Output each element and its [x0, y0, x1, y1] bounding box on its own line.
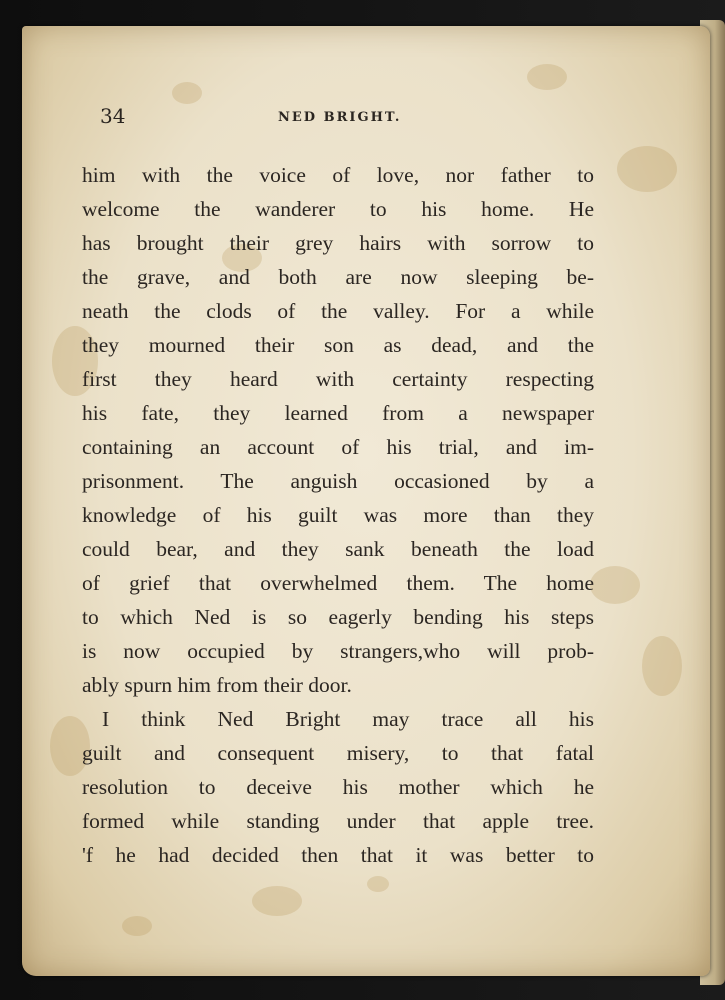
foxing-stain — [172, 82, 202, 104]
foxing-stain — [122, 916, 152, 936]
foxing-stain — [642, 636, 682, 696]
text-line: the grave, and both are now sleeping be- — [82, 265, 594, 289]
page-number: 34 — [100, 104, 126, 128]
text-line: prisonment. The anguish occasioned by a — [82, 469, 594, 493]
text-line: neath the clods of the valley. For a while — [82, 299, 594, 323]
foxing-stain — [590, 566, 640, 604]
text-line: knowledge of his guilt was more than they — [82, 503, 594, 527]
foxing-stain — [617, 146, 677, 192]
text-line: guilt and consequent misery, to that fatal — [82, 741, 594, 765]
text-line: 'f he had decided then that it was better to — [82, 843, 594, 867]
foxing-stain — [252, 886, 302, 916]
text-line: containing an account of his trial, and im- — [82, 435, 594, 459]
text-line: has brought their grey hairs with sorrow to — [82, 231, 594, 255]
text-line: his fate, they learned from a newspaper — [82, 401, 594, 425]
text-line: could bear, and they sank beneath the load — [82, 537, 594, 561]
text-line: him with the voice of love, nor father to — [82, 163, 594, 187]
running-header — [100, 104, 590, 134]
text-line: to which Ned is so eagerly bending his steps — [82, 605, 594, 629]
text-line: formed while standing under that apple tree. — [82, 809, 594, 833]
text-line: is now occupied by strangers,who will prob- — [82, 639, 594, 663]
text-line: first they heard with certainty respecting — [82, 367, 594, 391]
text-line: resolution to deceive his mother which he — [82, 775, 594, 799]
foxing-stain — [367, 876, 389, 892]
text-line: I think Ned Bright may trace all his — [102, 707, 594, 731]
text-line: ably spurn him from their door. — [82, 673, 352, 697]
text-line: welcome the wanderer to his home. He — [82, 197, 594, 221]
running-title: NED BRIGHT. — [278, 110, 402, 125]
text-line: of grief that overwhelmed them. The home — [82, 571, 594, 595]
foxing-stain — [527, 64, 567, 90]
text-line: they mourned their son as dead, and the — [82, 333, 594, 357]
body-text — [82, 158, 594, 872]
